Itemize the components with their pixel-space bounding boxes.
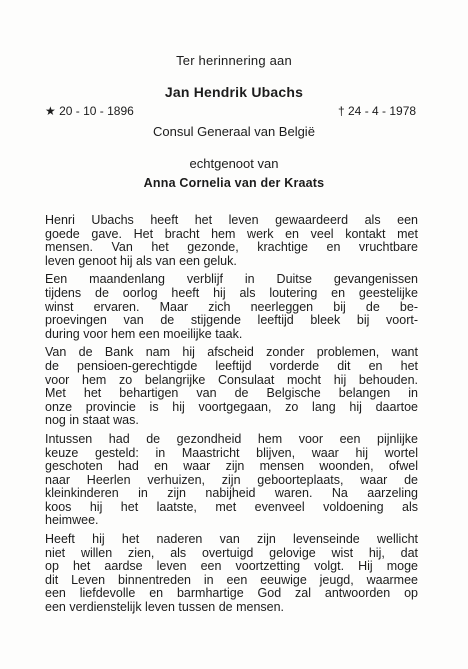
paragraph-3 (45, 346, 418, 428)
text-line: op het aardse leven een voortzetting volgt. Hij moge (45, 559, 418, 574)
text-line: leven genoot hij als van een geluk. (45, 253, 237, 268)
text-line: voor hem zo belangrijke Consulaat mocht hij behouden. (45, 372, 418, 387)
paragraph-4 (45, 433, 418, 528)
text-line: goede gave. Het bracht hem werk en veel kontakt met (45, 226, 418, 241)
biography-text (45, 214, 418, 620)
text-line: een verdienstelijk leven tussen de mensen. (45, 600, 285, 615)
text-line: winst ervaren. Maar zich neerleggen bij de be- (45, 299, 418, 314)
deceased-name: Jan Hendrik Ubachs (164, 84, 304, 100)
text-line: tijdens de oorlog heeft hij als loutering en geestelijke (45, 285, 418, 300)
text-line: Henri Ubachs heeft het leven gewaardeerd als een (45, 213, 418, 227)
text-line: proevingen van de stijgende leeftijd bleek bij voort- (45, 313, 418, 328)
spouse-label: echtgenoot van (189, 156, 279, 171)
text-line: Van de Bank nam hij afscheid zonder problemen, want (45, 345, 418, 360)
text-line: Een maandenlang verblijf in Duitse gevangenissen (45, 272, 418, 287)
paragraph-5 (45, 533, 418, 615)
birth-date: ★ 20 - 10 - 1896 (45, 104, 134, 118)
text-line: niet willen zien, als overtuigd gelovige wist hij, dat (45, 545, 418, 560)
text-line: Met het behartigen van de Belgische belangen in (45, 386, 418, 401)
text-line: Heeft hij het naderen van zijn levenseinde wellicht (45, 532, 418, 547)
text-line: onze provincie is hij voortgegaan, zo lang hij daartoe (45, 399, 418, 414)
text-line: kleinkinderen in zijn nabijheid waren. Na aarzeling (45, 486, 418, 501)
text-line: de pensioen-gerechtigde leeftijd vorderde dit en het (45, 358, 418, 373)
text-line: mensen. Van het gezonde, krachtige en vruchtbare (45, 240, 418, 255)
text-line: during voor hem een moeilijke taak. (45, 326, 243, 341)
text-line: koos hij het laatste, met evenveel voldoening als (45, 499, 418, 514)
intro-heading: Ter herinnering aan (176, 53, 292, 68)
text-line: keuze gesteld: in Maastricht blijven, waar hij wortel (45, 445, 418, 460)
text-line: geschoten had en waar zijn mensen woonden, ofwel (45, 459, 418, 474)
text-line: naar Heerlen verhuizen, zijn geboorteplaats, waar de (45, 472, 418, 487)
paragraph-1 (45, 214, 418, 268)
text-line: Intussen had de gezondheid hem voor een pijnlijke (45, 431, 418, 446)
text-line: een liefdevolle en barmhartige God zal antwoorden op (45, 586, 418, 601)
paragraph-2 (45, 273, 418, 341)
spouse-name: Anna Cornelia van der Kraats (143, 176, 325, 190)
text-line: dit Leven binnentreden in een eeuwige jeugd, waarmee (45, 572, 418, 587)
deceased-title: Consul Generaal van België (153, 124, 315, 139)
text-line: nog in staat was. (45, 413, 139, 428)
text-line: heimwee. (45, 513, 99, 528)
death-date: † 24 - 4 - 1978 (338, 104, 417, 118)
